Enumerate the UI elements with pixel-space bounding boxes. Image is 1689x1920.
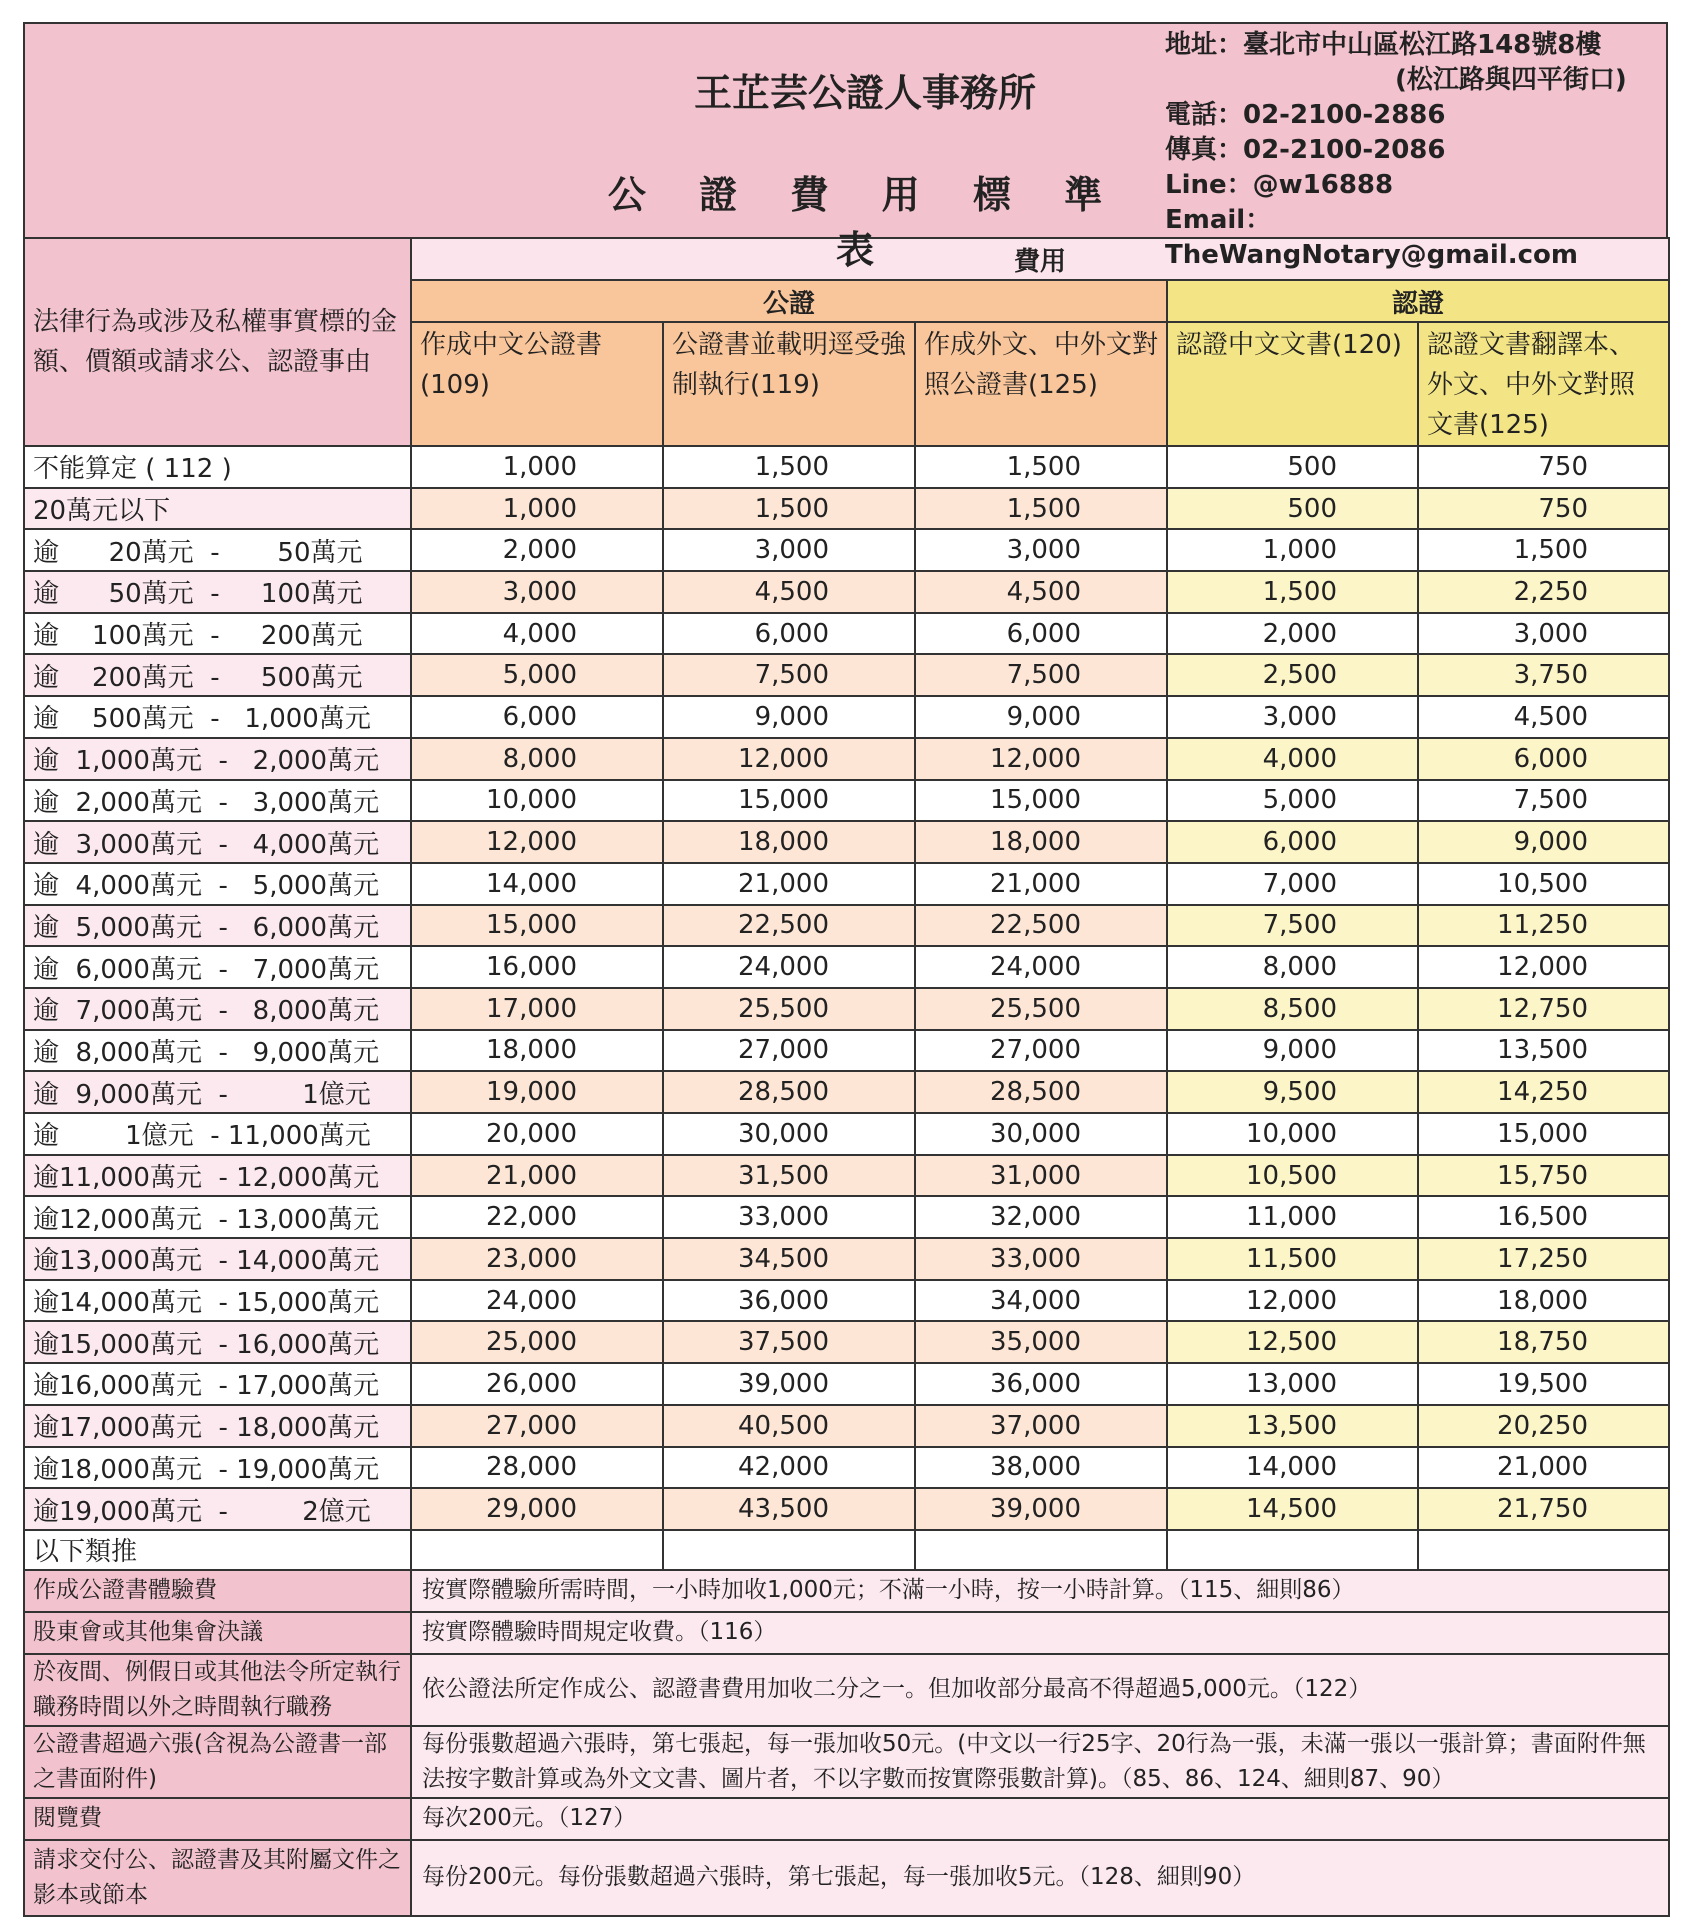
fee-cell: 13,500 xyxy=(1167,1405,1418,1447)
tail-label: 以下類推 xyxy=(24,1530,411,1570)
extra-fee-row xyxy=(24,1654,1669,1726)
extra-fee-description: 每份張數超過六張時，第七張起，每一張加收50元。(中文以一行25字、20行為一張，未滿一張以一張計算；書面附件無法按字數計算或為外文文書、圖片者，不以字數而按實際張數計算)。（85、86、124、細則87、90） xyxy=(411,1726,1669,1798)
certification-group-header: 認證 xyxy=(1167,280,1669,322)
extra-fee-row xyxy=(24,1726,1669,1798)
fee-cell: 13,500 xyxy=(1418,1030,1669,1072)
col-translation-cert: 認證文書翻譯本、外文、中外文對照文書(125) xyxy=(1418,322,1669,446)
fee-cell: 2,250 xyxy=(1418,571,1669,613)
fee-cell: 28,500 xyxy=(663,1071,915,1113)
amount-range: 逾17,000萬元 - 18,000萬元 xyxy=(24,1405,411,1447)
fee-cell: 6,000 xyxy=(411,696,663,738)
fee-cell: 9,000 xyxy=(663,696,915,738)
extra-fee-item: 請求交付公、認證書及其附屬文件之影本或節本 xyxy=(24,1840,411,1916)
fee-cell: 2,500 xyxy=(1167,654,1418,696)
amount-range: 逾 2,000萬元 - 3,000萬元 xyxy=(24,780,411,822)
fee-cell: 32,000 xyxy=(915,1196,1167,1238)
fee-cell: 36,000 xyxy=(915,1363,1167,1405)
fee-cell: 42,000 xyxy=(663,1447,915,1489)
amount-range: 20萬元以下 xyxy=(24,488,411,530)
fee-cell: 500 xyxy=(1167,488,1418,530)
fee-cell: 21,750 xyxy=(1418,1488,1669,1530)
amount-range: 逾 8,000萬元 - 9,000萬元 xyxy=(24,1030,411,1072)
address-note: (松江路與四平街口) xyxy=(1395,65,1627,95)
fee-cell: 39,000 xyxy=(663,1363,915,1405)
amount-range: 逾 7,000萬元 - 8,000萬元 xyxy=(24,988,411,1030)
address-line: 地址：臺北市中山區松江路148號8樓 xyxy=(1165,30,1602,60)
fee-cell: 7,000 xyxy=(1167,863,1418,905)
fee-cell: 12,000 xyxy=(1167,1280,1418,1322)
table-row xyxy=(24,1280,1669,1322)
fee-cell: 16,500 xyxy=(1418,1196,1669,1238)
fee-cell: 21,000 xyxy=(663,863,915,905)
table-row xyxy=(24,446,1669,488)
extra-fee-row xyxy=(24,1840,1669,1916)
extra-fee-description: 按實際體驗所需時間，一小時加收1,000元；不滿一小時，按一小時計算。（115、細則86） xyxy=(411,1570,1669,1612)
table-row xyxy=(24,1113,1669,1155)
fee-cell: 3,000 xyxy=(411,571,663,613)
fee-cell: 10,500 xyxy=(1167,1155,1418,1197)
fee-cell: 19,500 xyxy=(1418,1363,1669,1405)
fee-cell: 4,500 xyxy=(1418,696,1669,738)
table-row xyxy=(24,1321,1669,1363)
fee-cell: 18,750 xyxy=(1418,1321,1669,1363)
fee-cell: 4,500 xyxy=(915,571,1167,613)
fee-cell: 15,000 xyxy=(663,780,915,822)
fee-cell: 5,000 xyxy=(411,654,663,696)
fee-cell: 35,000 xyxy=(915,1321,1167,1363)
fee-cell: 1,500 xyxy=(915,446,1167,488)
fee-cell: 14,500 xyxy=(1167,1488,1418,1530)
fee-cell: 28,000 xyxy=(411,1447,663,1489)
fee-cell: 34,000 xyxy=(915,1280,1167,1322)
col-chinese-cert: 認證中文文書(120) xyxy=(1167,322,1418,446)
fee-cell: 21,000 xyxy=(1418,1447,1669,1489)
fee-cell: 21,000 xyxy=(411,1155,663,1197)
amount-range: 逾 6,000萬元 - 7,000萬元 xyxy=(24,946,411,988)
fee-cell: 30,000 xyxy=(663,1113,915,1155)
fee-cell: 10,000 xyxy=(1167,1113,1418,1155)
fee-table-title: 公 證 費 用 標 準 表 xyxy=(607,173,1123,272)
extra-fee-description: 每份200元。每份張數超過六張時，第七張起，每一張加收5元。（128、細則90） xyxy=(411,1840,1669,1916)
fee-cell: 1,000 xyxy=(1167,529,1418,571)
fee-cell: 7,500 xyxy=(1418,780,1669,822)
fee-cell: 17,000 xyxy=(411,988,663,1030)
fee-cell: 6,000 xyxy=(1418,738,1669,780)
fee-cell: 12,000 xyxy=(663,738,915,780)
fee-header: 費用 xyxy=(411,238,1669,280)
fee-cell: 15,000 xyxy=(411,905,663,947)
col-chinese-notarial: 作成中文公證書(109) xyxy=(411,322,663,446)
amount-range: 逾 20萬元 - 50萬元 xyxy=(24,529,411,571)
fee-cell: 1,500 xyxy=(1167,571,1418,613)
fee-cell: 40,500 xyxy=(663,1405,915,1447)
fee-cell: 20,250 xyxy=(1418,1405,1669,1447)
extra-fee-row xyxy=(24,1798,1669,1840)
table-row xyxy=(24,488,1669,530)
fee-cell: 23,000 xyxy=(411,1238,663,1280)
fee-cell: 22,500 xyxy=(915,905,1167,947)
fee-cell: 1,500 xyxy=(915,488,1167,530)
fee-sheet xyxy=(23,22,1668,1917)
header xyxy=(23,22,1668,272)
fee-cell: 18,000 xyxy=(915,821,1167,863)
fee-cell: 20,000 xyxy=(411,1113,663,1155)
fee-cell: 2,000 xyxy=(411,529,663,571)
fee-cell: 24,000 xyxy=(663,946,915,988)
amount-range: 逾13,000萬元 - 14,000萬元 xyxy=(24,1238,411,1280)
contact-block xyxy=(1165,28,1666,273)
table-row xyxy=(24,946,1669,988)
amount-range: 逾18,000萬元 - 19,000萬元 xyxy=(24,1447,411,1489)
table-row xyxy=(24,863,1669,905)
amount-range: 逾 50萬元 - 100萬元 xyxy=(24,571,411,613)
fee-cell: 22,000 xyxy=(411,1196,663,1238)
line-id: Line：@w16888 xyxy=(1165,170,1394,200)
fee-cell: 6,000 xyxy=(663,613,915,655)
fee-cell: 34,500 xyxy=(663,1238,915,1280)
fax: 傳真：02-2100-2086 xyxy=(1165,135,1446,165)
fee-cell: 16,000 xyxy=(411,946,663,988)
amount-range: 逾 9,000萬元 - 1億元 xyxy=(24,1071,411,1113)
fee-cell: 38,000 xyxy=(915,1447,1167,1489)
extra-fee-item: 作成公證書體驗費 xyxy=(24,1570,411,1612)
amount-range: 逾 3,000萬元 - 4,000萬元 xyxy=(24,821,411,863)
fee-cell: 14,250 xyxy=(1418,1071,1669,1113)
fee-cell: 1,500 xyxy=(1418,529,1669,571)
fee-cell: 6,000 xyxy=(1167,821,1418,863)
fee-cell: 3,750 xyxy=(1418,654,1669,696)
fee-cell: 27,000 xyxy=(411,1405,663,1447)
extra-fee-description: 每次200元。（127） xyxy=(411,1798,1669,1840)
fee-cell: 12,500 xyxy=(1167,1321,1418,1363)
table-row xyxy=(24,613,1669,655)
phone: 電話：02-2100-2886 xyxy=(1165,100,1446,130)
fee-cell: 18,000 xyxy=(663,821,915,863)
fee-cell: 33,000 xyxy=(915,1238,1167,1280)
fee-cell: 12,000 xyxy=(1418,946,1669,988)
extra-fee-item: 於夜間、例假日或其他法令所定執行職務時間以外之時間執行職務 xyxy=(24,1654,411,1726)
office-name: 王芷芸公證人事務所 xyxy=(693,71,1036,115)
fee-cell: 24,000 xyxy=(411,1280,663,1322)
fee-cell: 750 xyxy=(1418,446,1669,488)
amount-range: 逾11,000萬元 - 12,000萬元 xyxy=(24,1155,411,1197)
fee-cell: 1,000 xyxy=(411,488,663,530)
table-row xyxy=(24,1238,1669,1280)
fee-cell: 12,000 xyxy=(411,821,663,863)
fee-cell: 15,000 xyxy=(915,780,1167,822)
fee-cell: 21,000 xyxy=(915,863,1167,905)
table-row xyxy=(24,821,1669,863)
table-row xyxy=(24,1071,1669,1113)
fee-cell: 500 xyxy=(1167,446,1418,488)
fee-cell: 28,500 xyxy=(915,1071,1167,1113)
fee-cell: 10,000 xyxy=(411,780,663,822)
email: Email：TheWangNotary@gmail.com xyxy=(1165,205,1578,270)
col-enforceable-notarial: 公證書並載明逕受強制執行(119) xyxy=(663,322,915,446)
table-row xyxy=(24,738,1669,780)
table-row xyxy=(24,1030,1669,1072)
fee-cell: 39,000 xyxy=(915,1488,1167,1530)
fee-cell: 4,500 xyxy=(663,571,915,613)
amount-range: 逾 500萬元 - 1,000萬元 xyxy=(24,696,411,738)
extra-fee-description: 依公證法所定作成公、認證書費用加收二分之一。但加收部分最高不得超過5,000元。（122） xyxy=(411,1654,1669,1726)
amount-range: 逾 1,000萬元 - 2,000萬元 xyxy=(24,738,411,780)
table-row xyxy=(24,1155,1669,1197)
amount-range: 逾14,000萬元 - 15,000萬元 xyxy=(24,1280,411,1322)
fee-cell: 29,000 xyxy=(411,1488,663,1530)
fee-cell: 13,000 xyxy=(1167,1363,1418,1405)
fee-cell: 43,500 xyxy=(663,1488,915,1530)
fee-cell: 19,000 xyxy=(411,1071,663,1113)
table-row xyxy=(24,1363,1669,1405)
row-label-header: 法律行為或涉及私權事實標的金額、價額或請求公、認證事由 xyxy=(24,238,411,446)
fee-cell: 36,000 xyxy=(663,1280,915,1322)
fee-cell: 27,000 xyxy=(663,1030,915,1072)
fee-cell: 12,750 xyxy=(1418,988,1669,1030)
fee-cell: 26,000 xyxy=(411,1363,663,1405)
fee-cell: 3,000 xyxy=(663,529,915,571)
fee-cell: 30,000 xyxy=(915,1113,1167,1155)
fee-cell: 14,000 xyxy=(411,863,663,905)
fee-cell: 15,750 xyxy=(1418,1155,1669,1197)
fee-cell: 7,500 xyxy=(915,654,1167,696)
fee-cell: 3,000 xyxy=(1167,696,1418,738)
fee-cell: 37,000 xyxy=(915,1405,1167,1447)
fee-cell: 14,000 xyxy=(1167,1447,1418,1489)
fee-cell: 11,500 xyxy=(1167,1238,1418,1280)
fee-cell: 18,000 xyxy=(1418,1280,1669,1322)
fee-cell: 2,000 xyxy=(1167,613,1418,655)
fee-cell: 22,500 xyxy=(663,905,915,947)
extra-fee-item: 股東會或其他集會決議 xyxy=(24,1612,411,1654)
fee-cell: 9,000 xyxy=(1418,821,1669,863)
table-row xyxy=(24,1196,1669,1238)
table-row xyxy=(24,1405,1669,1447)
table-row xyxy=(24,780,1669,822)
fee-cell: 750 xyxy=(1418,488,1669,530)
table-row xyxy=(24,905,1669,947)
amount-range: 逾15,000萬元 - 16,000萬元 xyxy=(24,1321,411,1363)
fee-cell: 11,250 xyxy=(1418,905,1669,947)
amount-range: 不能算定 ( 112 ) xyxy=(24,446,411,488)
fee-cell: 37,500 xyxy=(663,1321,915,1363)
fee-cell: 6,000 xyxy=(915,613,1167,655)
fee-cell: 25,000 xyxy=(411,1321,663,1363)
fee-cell: 31,000 xyxy=(915,1155,1167,1197)
fee-cell: 15,000 xyxy=(1418,1113,1669,1155)
fee-cell: 25,500 xyxy=(663,988,915,1030)
fee-cell: 9,500 xyxy=(1167,1071,1418,1113)
fee-cell: 10,500 xyxy=(1418,863,1669,905)
fee-table xyxy=(23,237,1670,1917)
table-row xyxy=(24,988,1669,1030)
fee-cell: 24,000 xyxy=(915,946,1167,988)
fee-cell: 18,000 xyxy=(411,1030,663,1072)
fee-cell: 3,000 xyxy=(915,529,1167,571)
table-row xyxy=(24,529,1669,571)
col-foreign-notarial: 作成外文、中外文對照公證書(125) xyxy=(915,322,1167,446)
notary-group-header: 公證 xyxy=(411,280,1167,322)
fee-cell: 3,000 xyxy=(1418,613,1669,655)
extra-fee-row xyxy=(24,1570,1669,1612)
fee-cell: 5,000 xyxy=(1167,780,1418,822)
amount-range: 逾 200萬元 - 500萬元 xyxy=(24,654,411,696)
extra-fee-description: 按實際體驗時間規定收費。（116） xyxy=(411,1612,1669,1654)
amount-range: 逾16,000萬元 - 17,000萬元 xyxy=(24,1363,411,1405)
fee-cell: 1,500 xyxy=(663,446,915,488)
fee-cell: 9,000 xyxy=(1167,1030,1418,1072)
fee-cell: 7,500 xyxy=(1167,905,1418,947)
fee-cell: 1,500 xyxy=(663,488,915,530)
amount-range: 逾12,000萬元 - 13,000萬元 xyxy=(24,1196,411,1238)
fee-cell: 4,000 xyxy=(1167,738,1418,780)
fee-cell: 8,500 xyxy=(1167,988,1418,1030)
amount-range: 逾 1億元 - 11,000萬元 xyxy=(24,1113,411,1155)
table-row xyxy=(24,654,1669,696)
table-row xyxy=(24,571,1669,613)
amount-range: 逾19,000萬元 - 2億元 xyxy=(24,1488,411,1530)
fee-cell: 9,000 xyxy=(915,696,1167,738)
amount-range: 逾 5,000萬元 - 6,000萬元 xyxy=(24,905,411,947)
fee-cell: 1,000 xyxy=(411,446,663,488)
table-row xyxy=(24,1488,1669,1530)
fee-cell: 25,500 xyxy=(915,988,1167,1030)
table-row xyxy=(24,696,1669,738)
extra-fee-item: 公證書超過六張(含視為公證書一部之書面附件) xyxy=(24,1726,411,1798)
fee-cell: 11,000 xyxy=(1167,1196,1418,1238)
fee-cell: 8,000 xyxy=(1167,946,1418,988)
table-row xyxy=(24,1447,1669,1489)
amount-range: 逾 4,000萬元 - 5,000萬元 xyxy=(24,863,411,905)
fee-cell: 4,000 xyxy=(411,613,663,655)
amount-range: 逾 100萬元 - 200萬元 xyxy=(24,613,411,655)
fee-cell: 8,000 xyxy=(411,738,663,780)
extra-fee-row xyxy=(24,1612,1669,1654)
fee-cell: 12,000 xyxy=(915,738,1167,780)
fee-cell: 17,250 xyxy=(1418,1238,1669,1280)
fee-cell: 31,500 xyxy=(663,1155,915,1197)
extra-fee-item: 閱覽費 xyxy=(24,1798,411,1840)
fee-cell: 33,000 xyxy=(663,1196,915,1238)
fee-cell: 27,000 xyxy=(915,1030,1167,1072)
fee-cell: 7,500 xyxy=(663,654,915,696)
table-row xyxy=(24,1530,1669,1570)
